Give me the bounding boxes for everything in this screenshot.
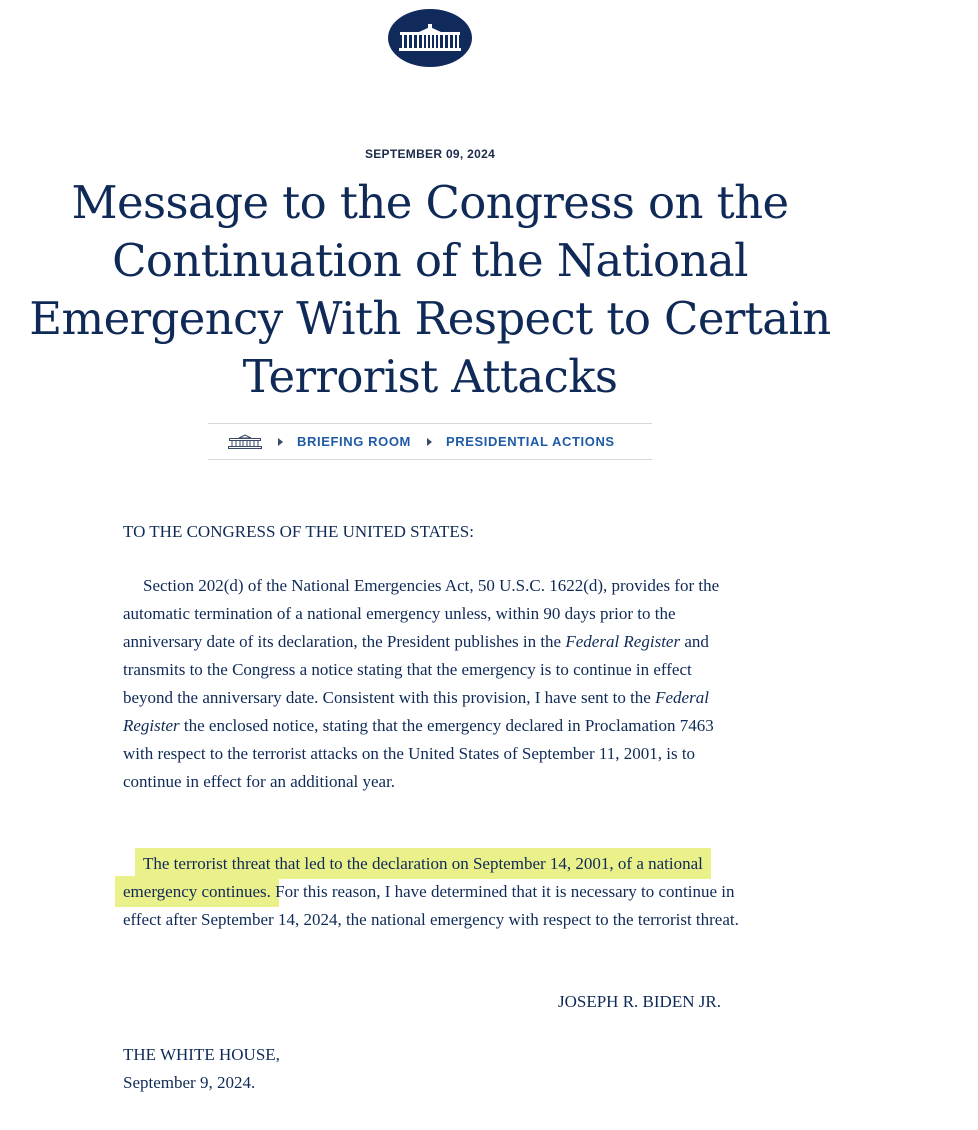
body-paragraph-1 <box>123 572 743 796</box>
para1-text-1: Section 202(d) of the National Emergencies Act, 50 U.S.C. 1622(d), provides for the automatic termination of a national emergency unless, within 90 days prior to the anniversary date of its declaration, the President publishes in the <box>123 576 720 651</box>
white-house-seal-logo[interactable] <box>388 9 472 67</box>
breadcrumb-separator-icon <box>278 438 283 446</box>
breadcrumb-separator-icon <box>427 438 432 446</box>
breadcrumb-home-link[interactable] <box>228 434 262 449</box>
closing-block <box>123 1041 743 1097</box>
salutation: TO THE CONGRESS OF THE UNITED STATES: <box>123 522 474 541</box>
body-paragraph-2 <box>123 850 743 934</box>
page-title: Message to the Congress on the Continuation of the National Emergency With Respect to Certain Terrorist Attacks <box>29 176 831 403</box>
highlighted-text: The terrorist threat that led to the declaration on September 14, 2001, of a national emergency continues. <box>115 848 711 907</box>
white-house-seal-icon <box>397 23 463 53</box>
closing-place: THE WHITE HOUSE, <box>123 1045 280 1064</box>
para1-federal-register-2: Federal Register <box>123 688 709 735</box>
para1-text-3: the enclosed notice, stating that the emergency declared in Proclamation 7463 with respect to the terrorist attacks on the United States of September 11, 2001, is to continue in effect for an additional year. <box>123 716 714 791</box>
para1-federal-register-1: Federal Register <box>565 632 681 651</box>
closing-date: September 9, 2024. <box>123 1073 256 1092</box>
white-house-icon <box>228 434 262 449</box>
breadcrumb-briefing-room[interactable]: BRIEFING ROOM <box>297 434 411 449</box>
para2-text: For this reason, I have determined that it is necessary to continue in effect after September 14, 2024, the national emergency with respect to the terrorist threat. <box>123 882 739 929</box>
publish-date: SEPTEMBER 09, 2024 <box>364 147 496 161</box>
signature: JOSEPH R. BIDEN JR. <box>558 992 721 1011</box>
breadcrumb-presidential-actions[interactable]: PRESIDENTIAL ACTIONS <box>445 434 615 449</box>
breadcrumb <box>208 423 652 460</box>
para1-text-2: and transmits to the Congress a notice stating that the emergency is to continue in effect beyond the anniversary date. Consistent with this provision, I have sent to the <box>123 632 709 707</box>
